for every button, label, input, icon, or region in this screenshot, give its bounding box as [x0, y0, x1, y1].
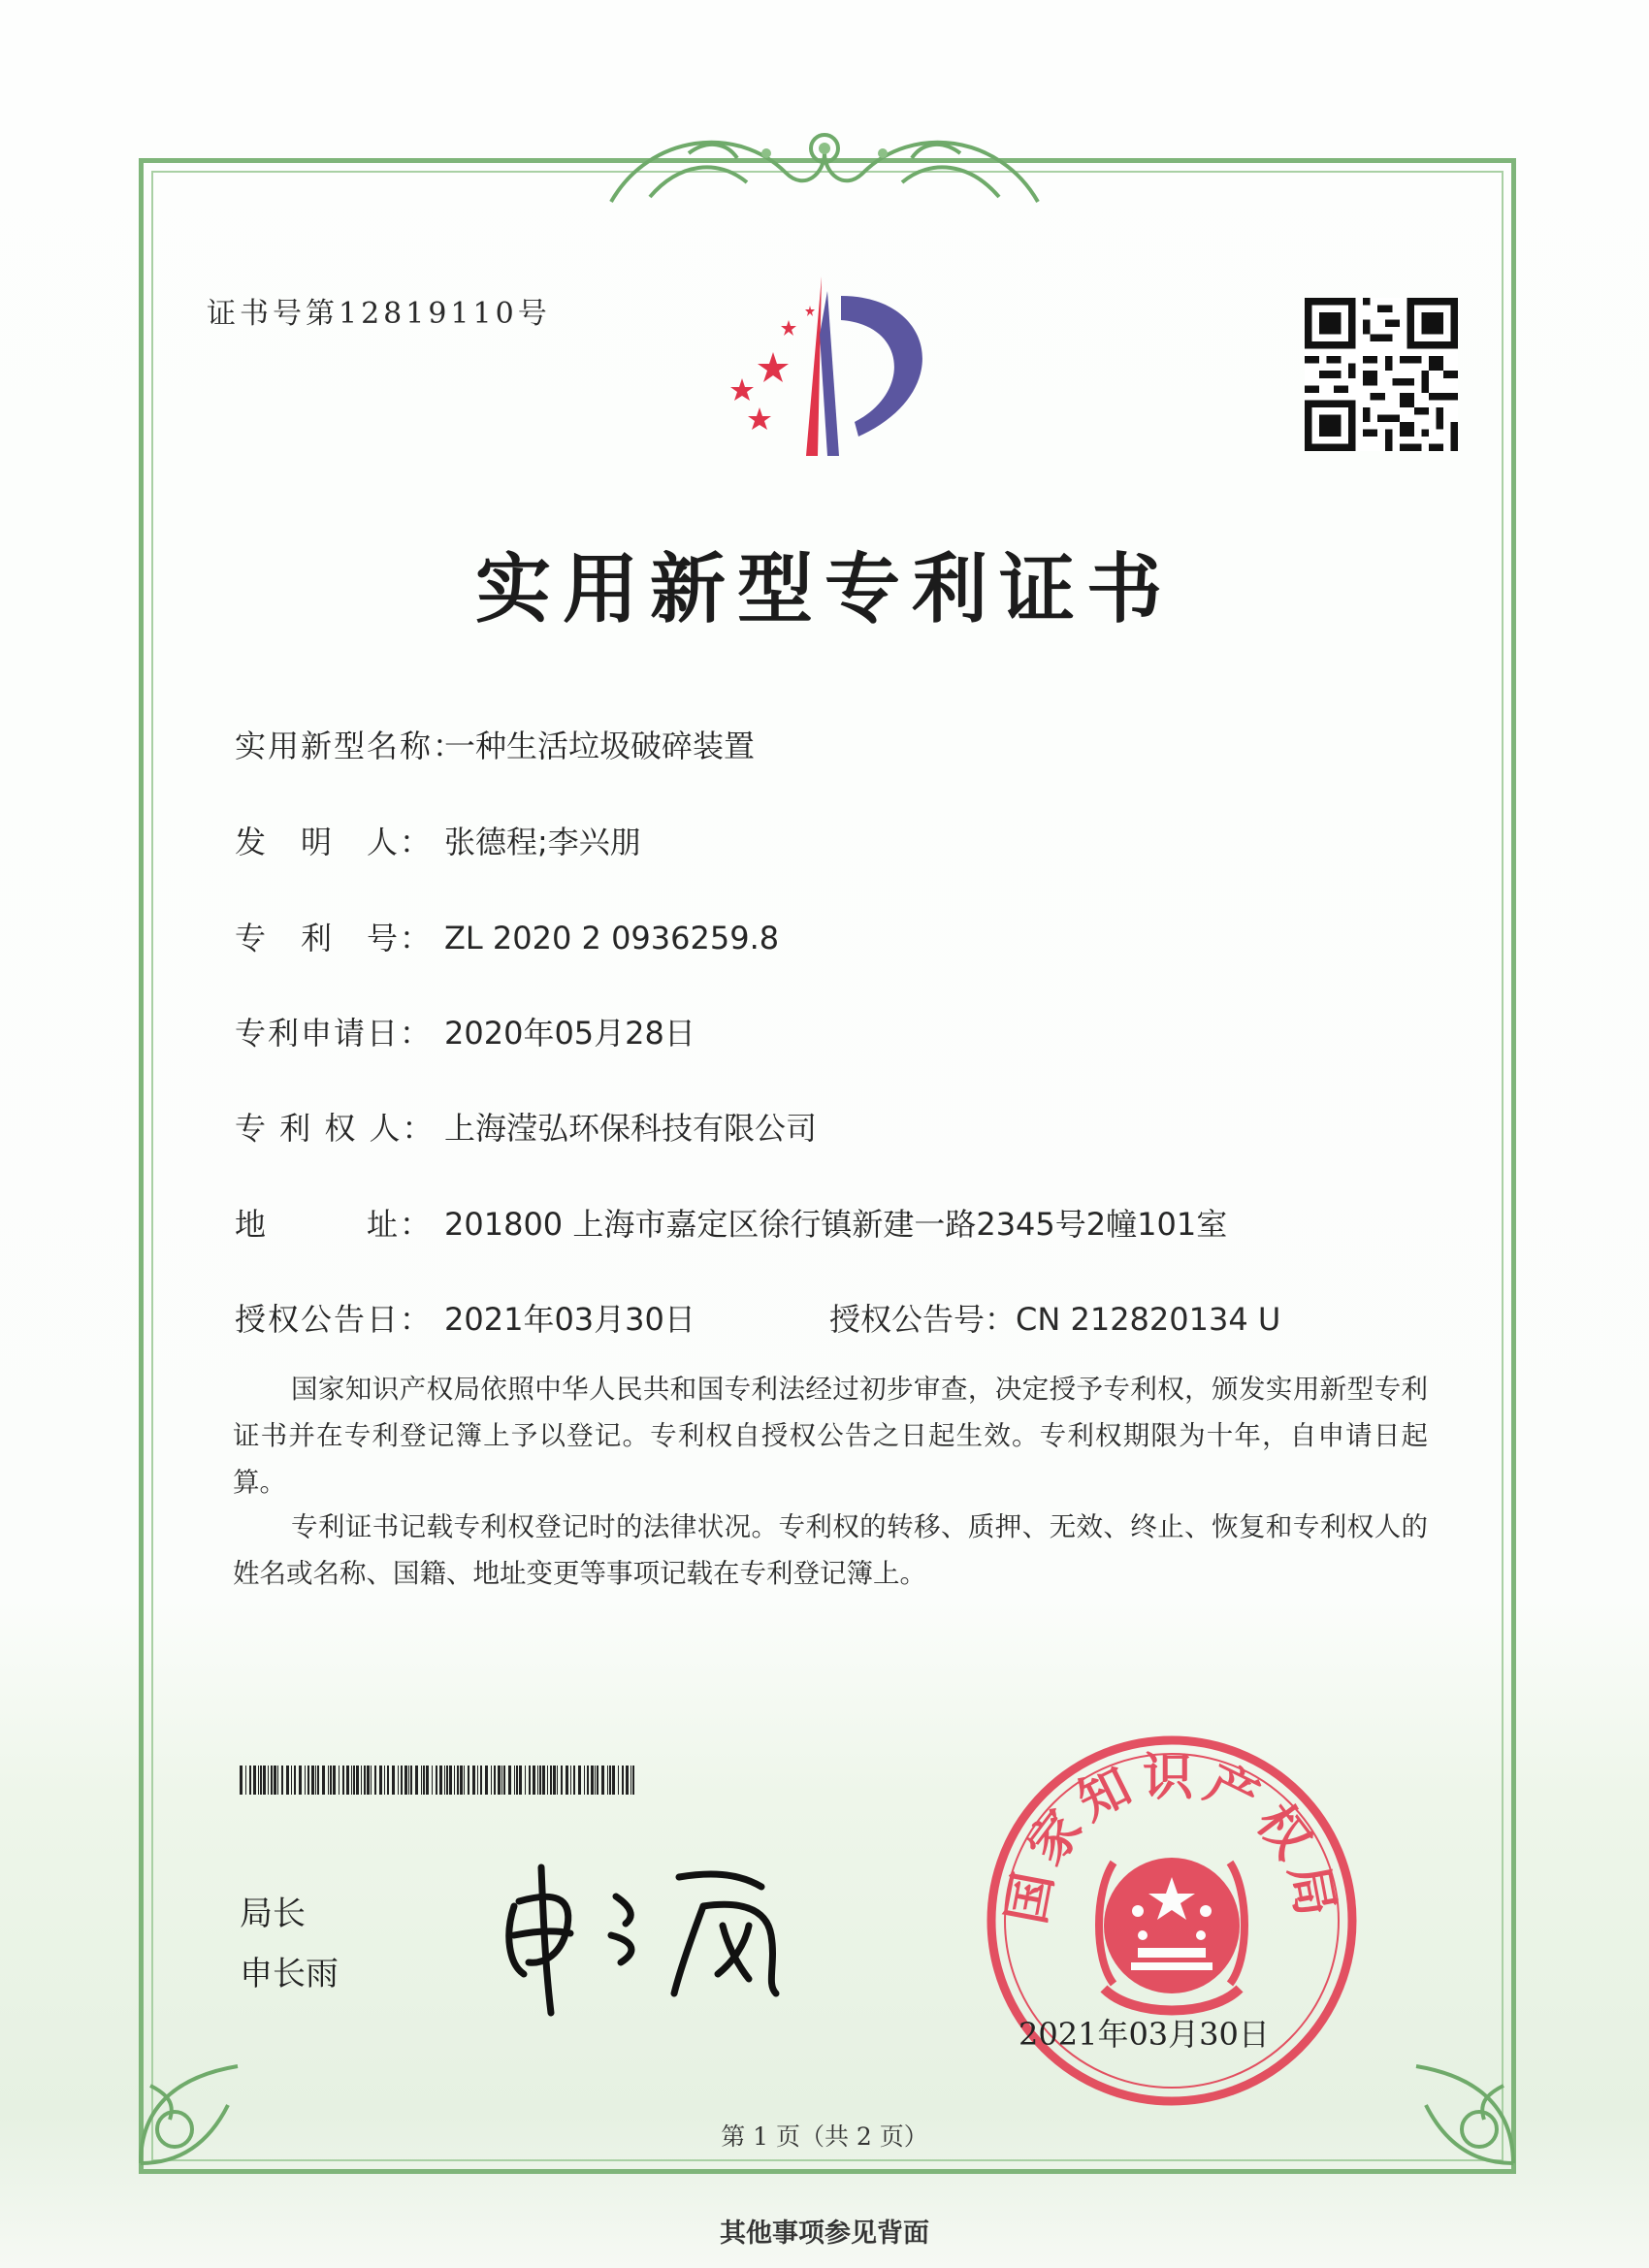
field-label: 地 址：: [235, 1206, 434, 1243]
top-ornament-icon: [592, 114, 1057, 211]
director-title: 局长: [240, 1895, 306, 1933]
field-address: [235, 1200, 1227, 1245]
field-label: 专 利 权 人：: [235, 1110, 436, 1147]
statement-paragraph: 专利证书记载专利权登记时的法律状况。专利权的转移、质押、无效、终止、恢复和专利权人的姓名或名称、国籍、地址变更等事项记载在专利登记簿上。: [233, 1511, 1428, 1589]
cnipa-logo-icon: [713, 276, 946, 461]
footer-note: 其他事项参见背面: [720, 2219, 929, 2249]
director-name: 申长雨: [240, 1955, 339, 1993]
seal-date: 2021年03月30日: [1018, 2016, 1270, 2053]
director-signature: [495, 1848, 844, 2023]
field-patent-number: [235, 914, 779, 958]
field-value: 一种生活垃圾破碎装置: [444, 728, 756, 764]
corner-ornament-icon: [1397, 2047, 1533, 2183]
field-value: ZL 2020 2 0936259.8: [444, 920, 780, 956]
barcode-icon: [240, 1766, 637, 1795]
statement-paragraph: 国家知识产权局依照中华人民共和国专利法经过初步审查，决定授予专利权，颁发实用新型专利证书并在专利登记簿上予以登记。专利权自授权公告之日起生效。专利权期限为十年，自申请日起算。: [233, 1374, 1428, 1498]
field-grant-announcement-date: [235, 1295, 695, 1340]
field-inventor: [235, 818, 641, 862]
field-grant-announcement-number: [829, 1295, 1280, 1340]
field-value: 2021年03月30日: [444, 1301, 695, 1338]
field-value: 2020年05月28日: [444, 1015, 695, 1052]
field-label: 实用新型名称：: [235, 728, 467, 764]
field-patentee: [235, 1104, 817, 1149]
seal-text: 国家知识产权局: [997, 1748, 1346, 1928]
field-label: 授权公告号：: [829, 1301, 1017, 1338]
field-application-date: [235, 1009, 695, 1053]
field-utility-model-name: [235, 722, 755, 766]
official-seal: [978, 1727, 1366, 2115]
certificate-title: 实用新型专利证书: [474, 546, 1174, 633]
field-value: 张德程;李兴朋: [444, 824, 641, 860]
field-label: 授权公告日：: [235, 1301, 434, 1338]
field-label: 专 利 号：: [235, 920, 434, 956]
qr-code-icon: [1305, 298, 1458, 451]
field-value: 上海滢弘环保科技有限公司: [444, 1110, 818, 1147]
corner-ornament-icon: [121, 2047, 257, 2183]
page-indicator: 第 1 页（共 2 页）: [721, 2122, 928, 2151]
certificate-number: 证书号第12819110号: [207, 297, 551, 331]
field-label: 发 明 人：: [235, 824, 434, 860]
field-value: CN 212820134 U: [1016, 1301, 1281, 1338]
field-value: 201800 上海市嘉定区徐行镇新建一路2345号2幢101室: [444, 1206, 1228, 1243]
field-label: 专利申请日：: [235, 1015, 434, 1052]
